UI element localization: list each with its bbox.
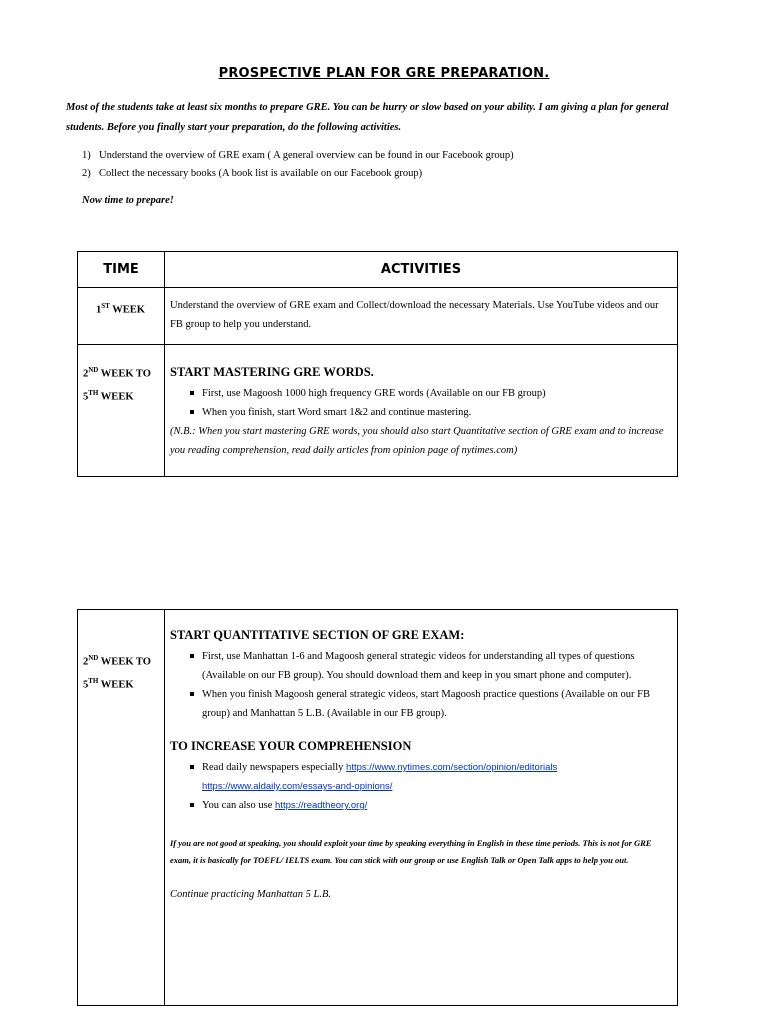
- time-cell: [78, 345, 165, 477]
- nb-note: (N.B.: When you start mastering GRE words, you should also start Quantitative section of GRE exam and to increase you reading comprehension, read daily articles from opinion page of nytimes.com): [170, 426, 664, 456]
- intro-paragraph: Most of the students take at least six months to prepare GRE. You can be hurry or slow based on your ability. I am giving a plan for general students. Before you finally start your preparation, do the following activities.: [66, 102, 669, 133]
- table-row: [78, 288, 678, 345]
- list-item: First, use Manhattan 1-6 and Magoosh general strategic videos for understanding all types of questions (Available on our FB group). You should download them and keep in you smart phone and computer).: [202, 647, 669, 685]
- bullet-list: [170, 384, 669, 422]
- time-start: 2ND WEEK TO: [83, 366, 151, 380]
- list-item-text: You can also use: [202, 800, 276, 811]
- plan-table-2: [77, 609, 678, 1006]
- time-number: 1: [96, 304, 102, 316]
- nytimes-link[interactable]: https://www.nytimes.com/section/opinion/editorials: [346, 762, 558, 773]
- list-item: [82, 147, 682, 165]
- time-cell: [78, 610, 165, 1006]
- time-label: WEEK: [109, 304, 145, 316]
- now-prepare-text: Now time to prepare!: [82, 195, 174, 206]
- preparation-steps-list: [82, 147, 682, 183]
- list-item: When you finish Magoosh general strategic videos, start Magoosh practice questions (Available on our FB group) and Manhattan 5 L.B. (Available in our FB group).: [202, 685, 669, 723]
- readtheory-link[interactable]: https://readtheory.org/: [275, 800, 368, 811]
- list-item-text: Read daily newspapers especially: [202, 762, 347, 773]
- plan-table-1: [77, 251, 678, 477]
- time-cell: [78, 288, 165, 345]
- list-item: When you finish, start Word smart 1&2 and continue mastering.: [202, 403, 669, 422]
- section-heading: START MASTERING GRE WORDS.: [170, 365, 374, 379]
- activity-text: Understand the overview of GRE exam and Collect/download the necessary Materials. Use YouTube videos and our FB group to help you understand.: [170, 300, 659, 330]
- time-end: 5TH WEEK: [83, 388, 134, 402]
- continue-note: Continue practicing Manhattan 5 L.B.: [170, 889, 331, 900]
- table-header-row: [78, 252, 678, 288]
- bullet-list: [170, 758, 669, 815]
- list-item-number: 1): [82, 150, 91, 161]
- activity-cell: [165, 345, 678, 477]
- table-row: [78, 610, 678, 1006]
- table-row: [78, 345, 678, 477]
- header-activities: ACTIVITIES: [165, 252, 678, 288]
- bullet-list: [170, 647, 669, 723]
- activity-cell: [165, 288, 678, 345]
- speaking-note: If you are not good at speaking, you should exploit your time by speaking everything in English in these time periods. This is not for GRE exam, it is basically for TOEFL/ IELTS exam. You can stick with our group or use English Talk or Open Talk apps to help you out.: [170, 838, 652, 865]
- header-time: TIME: [78, 252, 165, 288]
- page-title: PROSPECTIVE PLAN FOR GRE PREPARATION.: [218, 66, 550, 81]
- section-heading-quant: START QUANTITATIVE SECTION OF GRE EXAM:: [170, 628, 465, 642]
- time-ordinal: ST: [101, 302, 110, 310]
- time-end: 5TH WEEK: [83, 676, 134, 690]
- list-item-text: Collect the necessary books (A book list is available on our Facebook group): [99, 168, 423, 179]
- aldaily-link[interactable]: https://www.aldaily.com/essays-and-opinions/: [202, 781, 393, 792]
- list-item: [202, 796, 669, 815]
- list-item-text: Understand the overview of GRE exam ( A general overview can be found in our Facebook group): [99, 150, 514, 161]
- list-item-number: 2): [82, 168, 91, 179]
- list-item: First, use Magoosh 1000 high frequency GRE words (Available on our FB group): [202, 384, 669, 403]
- section-heading-comprehension: TO INCREASE YOUR COMPREHENSION: [170, 739, 412, 753]
- list-item: [82, 165, 682, 183]
- time-start: 2ND WEEK TO: [83, 654, 151, 668]
- list-item: [202, 758, 669, 796]
- activity-cell: [165, 610, 678, 1006]
